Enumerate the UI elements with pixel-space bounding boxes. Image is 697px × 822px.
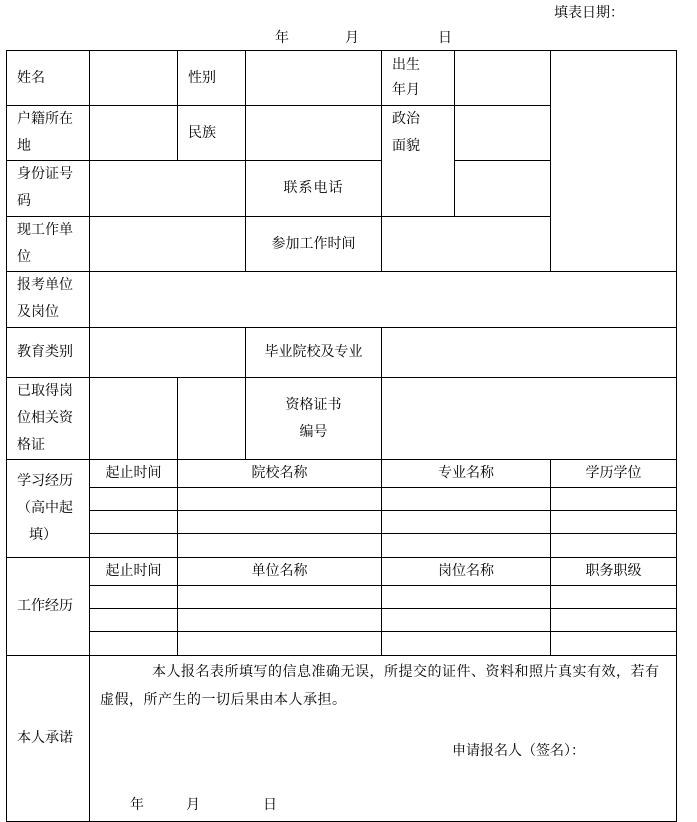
id-label-line1: 身份证号 bbox=[17, 166, 73, 182]
gender-field[interactable] bbox=[246, 51, 382, 106]
study-cell[interactable] bbox=[382, 488, 551, 511]
date-day: 日 bbox=[438, 30, 452, 46]
cert-field-2[interactable] bbox=[178, 378, 246, 460]
edu-type-field[interactable] bbox=[90, 328, 246, 378]
political-label-line1: 政治 bbox=[392, 111, 420, 127]
work-cell[interactable] bbox=[178, 609, 382, 632]
cert-no-field[interactable] bbox=[382, 378, 677, 460]
birth-label-line1: 出生 bbox=[392, 57, 420, 73]
study-cell[interactable] bbox=[382, 534, 551, 558]
cert-label-line1: 已取得岗 bbox=[17, 383, 73, 399]
photo-box[interactable] bbox=[551, 51, 677, 272]
cert-field[interactable] bbox=[90, 378, 178, 460]
ethnicity-label: 民族 bbox=[178, 106, 246, 161]
work-label: 工作经历 bbox=[7, 558, 90, 656]
employer-label bbox=[7, 217, 90, 272]
hukou-label-line1: 户籍所在 bbox=[17, 111, 73, 127]
study-cell[interactable] bbox=[551, 511, 677, 534]
name-field[interactable] bbox=[90, 51, 178, 106]
study-cell[interactable] bbox=[178, 488, 382, 511]
apply-label-line2: 及岗位 bbox=[17, 304, 59, 320]
pledge-month: 月 bbox=[186, 797, 200, 813]
employer-field[interactable] bbox=[90, 217, 246, 272]
work-cell[interactable] bbox=[178, 586, 382, 609]
study-cell[interactable] bbox=[382, 511, 551, 534]
political-label-line2: 面貌 bbox=[392, 138, 420, 154]
work-row bbox=[7, 609, 677, 632]
cert-no-label bbox=[246, 378, 382, 460]
phone-field[interactable] bbox=[455, 161, 551, 217]
work-start-label: 参加工作时间 bbox=[246, 217, 382, 272]
work-cell[interactable] bbox=[382, 586, 551, 609]
study-label-line1: 学习经历 bbox=[17, 473, 73, 489]
work-header-period: 起止时间 bbox=[90, 558, 178, 586]
study-header-major: 专业名称 bbox=[382, 460, 551, 488]
political-field[interactable] bbox=[455, 106, 551, 161]
birth-label bbox=[382, 51, 455, 106]
edu-type-label: 教育类别 bbox=[7, 328, 90, 378]
study-row bbox=[7, 488, 677, 511]
cert-no-label-line2: 编号 bbox=[299, 423, 328, 440]
study-cell[interactable] bbox=[178, 534, 382, 558]
study-cell[interactable] bbox=[551, 534, 677, 558]
study-header-degree: 学历学位 bbox=[551, 460, 677, 488]
work-row bbox=[7, 586, 677, 609]
work-cell[interactable] bbox=[90, 632, 178, 656]
ethnicity-field[interactable] bbox=[246, 106, 382, 161]
study-cell[interactable] bbox=[90, 511, 178, 534]
study-cell[interactable] bbox=[90, 534, 178, 558]
work-cell[interactable] bbox=[90, 586, 178, 609]
work-header-unit: 单位名称 bbox=[178, 558, 382, 586]
school-major-field[interactable] bbox=[382, 328, 677, 378]
phone-label: 联系电话 bbox=[246, 161, 382, 217]
cert-label-line2: 位相关资 bbox=[17, 410, 73, 426]
id-label-line2: 码 bbox=[17, 193, 31, 209]
work-cell[interactable] bbox=[178, 632, 382, 656]
study-cell[interactable] bbox=[90, 488, 178, 511]
work-cell[interactable] bbox=[90, 609, 178, 632]
apply-field[interactable] bbox=[90, 272, 677, 328]
name-label: 姓名 bbox=[7, 51, 90, 106]
study-header-school: 院校名称 bbox=[178, 460, 382, 488]
hukou-label bbox=[7, 106, 90, 161]
pledge-year: 年 bbox=[130, 797, 144, 813]
study-row bbox=[7, 511, 677, 534]
work-cell[interactable] bbox=[551, 632, 677, 656]
fill-date-label: 填表日期： bbox=[554, 5, 624, 21]
employer-label-line1: 现工作单 bbox=[17, 222, 73, 238]
work-row bbox=[7, 632, 677, 656]
work-start-field[interactable] bbox=[382, 217, 551, 272]
cert-no-label-line1: 资格证书 bbox=[285, 396, 342, 413]
study-header-period: 起止时间 bbox=[90, 460, 178, 488]
work-cell[interactable] bbox=[551, 586, 677, 609]
gender-label: 性别 bbox=[178, 51, 246, 106]
hukou-field[interactable] bbox=[90, 106, 178, 161]
cert-label-line3: 格证 bbox=[17, 437, 45, 453]
hukou-label-line2: 地 bbox=[17, 138, 31, 154]
school-major-label: 毕业院校及专业 bbox=[246, 328, 382, 378]
employer-label-line2: 位 bbox=[17, 249, 31, 265]
date-year: 年 bbox=[275, 30, 289, 46]
birth-label-line2: 年月 bbox=[392, 82, 420, 98]
work-header-post: 岗位名称 bbox=[382, 558, 551, 586]
cert-label bbox=[7, 378, 90, 460]
work-cell[interactable] bbox=[382, 632, 551, 656]
date-month: 月 bbox=[345, 30, 359, 46]
study-label-line3: 填） bbox=[29, 527, 57, 543]
work-cell[interactable] bbox=[551, 609, 677, 632]
study-label-line2: （高中起 bbox=[17, 500, 73, 516]
id-label bbox=[7, 161, 90, 217]
pledge-signature-label: 申请报名人（签名）： bbox=[452, 743, 585, 759]
political-label bbox=[382, 106, 455, 217]
id-field[interactable] bbox=[90, 161, 246, 217]
registration-form bbox=[6, 50, 677, 822]
birth-field[interactable] bbox=[455, 51, 551, 106]
pledge-text: 本人报名表所填写的信息准确无误，所提交的证件、资料和照片真实有效，若有虚假，所产生的一切后果由本人承担。 bbox=[100, 664, 660, 708]
pledge-cell bbox=[90, 656, 677, 822]
study-cell[interactable] bbox=[178, 511, 382, 534]
pledge-label: 本人承诺 bbox=[7, 656, 90, 822]
study-label bbox=[7, 460, 90, 558]
pledge-day: 日 bbox=[263, 797, 277, 813]
study-row bbox=[7, 534, 677, 558]
apply-label-line1: 报考单位 bbox=[17, 277, 73, 293]
apply-label bbox=[7, 272, 90, 328]
work-header-rank: 职务职级 bbox=[551, 558, 677, 586]
work-cell[interactable] bbox=[382, 609, 551, 632]
study-cell[interactable] bbox=[551, 488, 677, 511]
